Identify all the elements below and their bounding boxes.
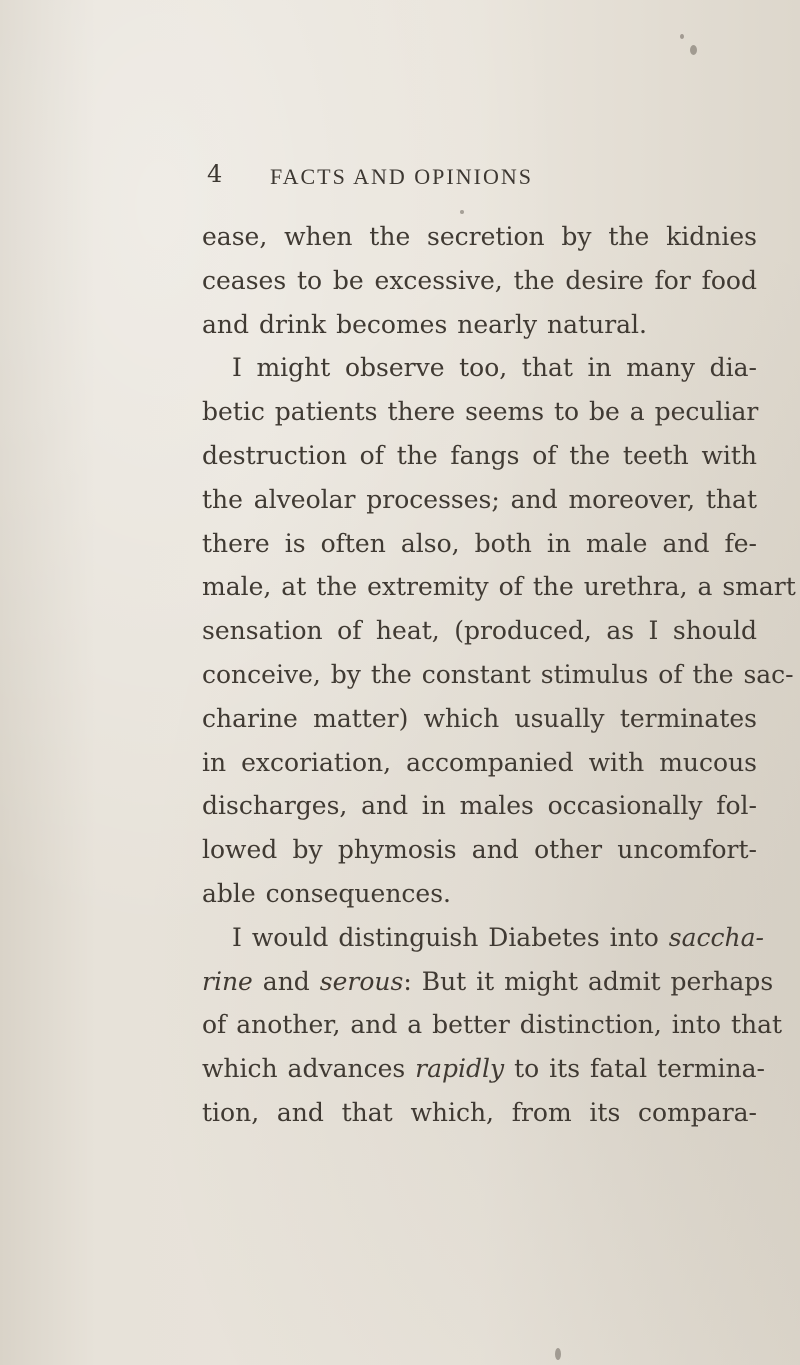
text-line: in excoriation, accompanied with mucous bbox=[202, 747, 757, 777]
text-line: sensation of heat, (produced, as I should bbox=[202, 616, 757, 646]
text-line: betic patients there seems to be a peculiar bbox=[202, 397, 759, 427]
text-line: lowed by phymosis and other uncomfort- bbox=[202, 835, 757, 865]
text-line: ease, when the secretion by the kidnies bbox=[202, 222, 757, 251]
italic-text: serous bbox=[319, 966, 404, 996]
text-line bbox=[202, 960, 774, 1004]
text-line: the alveolar processes; and moreover, that bbox=[202, 484, 757, 514]
text-segment: and bbox=[262, 966, 310, 996]
text-line: discharges, and in males occasionally fol- bbox=[202, 791, 757, 821]
text-line: and drink becomes nearly natural. bbox=[202, 309, 647, 339]
paper-speck bbox=[460, 210, 464, 214]
page-header bbox=[207, 160, 627, 200]
italic-text: saccha- bbox=[668, 922, 764, 952]
paper-speck bbox=[690, 45, 697, 55]
paper-speck bbox=[680, 34, 684, 39]
text-line: tion, and that which, from its compara- bbox=[202, 1097, 757, 1127]
text-segment: which advances bbox=[202, 1054, 406, 1084]
paper-speck bbox=[555, 1348, 561, 1360]
text-line: male, at the extremity of the urethra, a smart bbox=[202, 572, 796, 602]
text-line: charine matter) which usually terminates bbox=[202, 703, 757, 733]
text-segment: to its fatal termina- bbox=[514, 1054, 765, 1084]
text-line bbox=[202, 916, 764, 960]
text-segment: : But it might admit perhaps bbox=[403, 966, 774, 996]
italic-text: rapidly bbox=[415, 1054, 505, 1084]
text-line: of another, and a better distinction, into that bbox=[202, 1010, 783, 1040]
body-text bbox=[202, 215, 796, 1135]
text-line: ceases to be excessive, the desire for food bbox=[202, 265, 757, 295]
text-segment: I would distinguish Diabetes into bbox=[232, 922, 659, 952]
text-line: destruction of the fangs of the teeth with bbox=[202, 440, 757, 470]
text-line: there is often also, both in male and fe- bbox=[202, 528, 757, 558]
text-line bbox=[202, 1047, 765, 1091]
page-number: 4 bbox=[207, 160, 223, 188]
text-line: conceive, by the constant stimulus of the sac- bbox=[202, 659, 794, 689]
text-line: able consequences. bbox=[202, 878, 451, 908]
running-head: FACTS AND OPINIONS bbox=[270, 164, 533, 189]
text-line: I might observe too, that in many dia- bbox=[232, 353, 757, 383]
italic-text: rine bbox=[202, 966, 253, 996]
